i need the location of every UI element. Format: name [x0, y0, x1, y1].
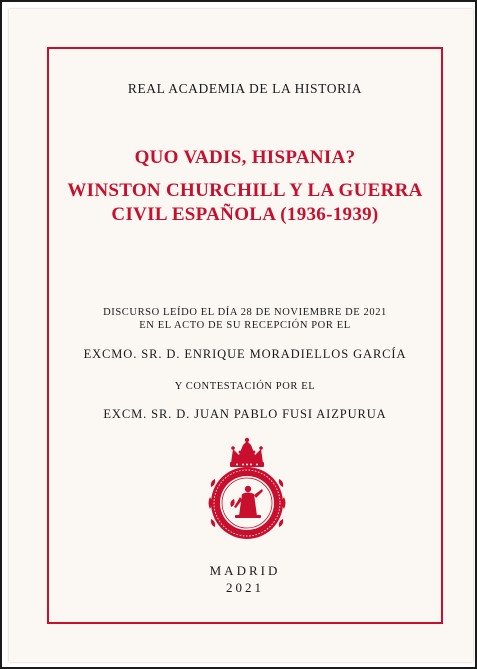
title-line-1: QUO VADIS, HISPANIA?: [134, 147, 356, 168]
respondent-name: EXCM. SR. D. JUAN PABLO FUSI AIZPURUA: [103, 407, 387, 421]
speech-line-2: EN EL ACTO DE SU RECEPCIÓN POR EL: [139, 320, 351, 331]
publication-year: 2021: [226, 580, 264, 595]
institution-name: REAL ACADEMIA DE LA HISTORIA: [127, 81, 363, 96]
reply-intro: Y CONTESTACIÓN POR EL: [174, 381, 316, 392]
publication-city: MADRID: [209, 563, 281, 578]
title-line-2: WINSTON CHURCHILL Y LA GUERRA: [67, 180, 423, 201]
title-line-3: CIVIL ESPAÑOLA (1936-1939): [111, 204, 379, 225]
book-cover: [9, 9, 473, 662]
academy-seal-icon: [207, 437, 287, 541]
author-name: EXCMO. SR. D. ENRIQUE MORADIELLOS GARCÍA: [83, 347, 407, 361]
red-frame: [47, 47, 443, 624]
speech-line-1: DISCURSO LEÍDO EL DÍA 28 DE NOVIEMBRE DE 2021: [103, 307, 387, 318]
